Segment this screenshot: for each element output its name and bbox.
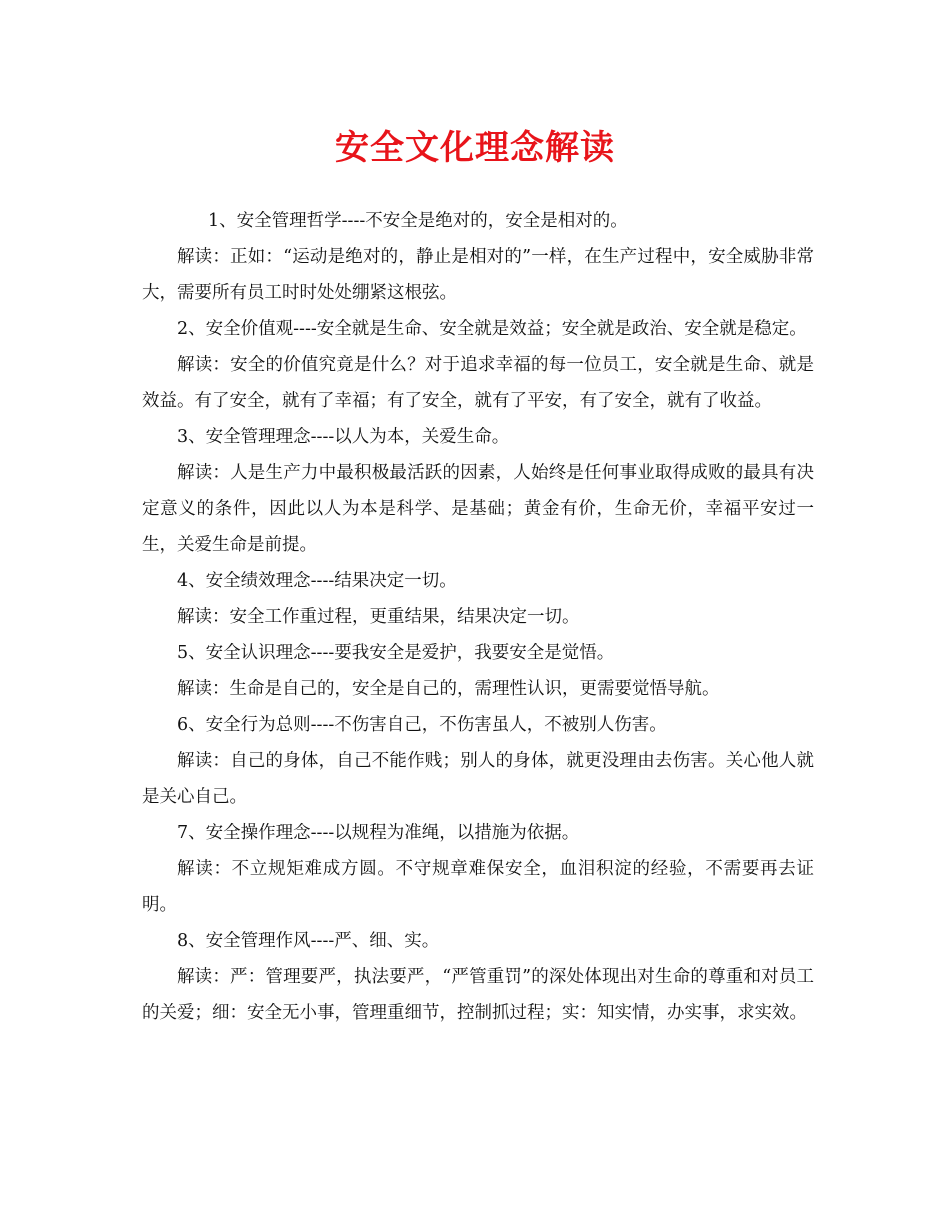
interpretation-paragraph: 解读：严：管理要严，执法要严，“严管重罚”的深处体现出对生命的尊重和对员工的关爱；细：安全无小事，管理重细节，控制抓过程；实：知实情，办实事，求实效。	[142, 967, 814, 1023]
principle-paragraph: 3、安全管理理念----以人为本，关爱生命。	[177, 427, 510, 447]
principle-paragraph: 7、安全操作理念----以规程为准绳，以措施为依据。	[177, 823, 580, 843]
interpretation-paragraph: 解读：人是生产力中最积极最活跃的因素，人始终是任何事业取得成败的最具有决定意义的条件，因此以人为本是科学、是基础；黄金有价，生命无价，幸福平安过一生，关爱生命是前提。	[142, 463, 814, 555]
interpretation-paragraph: 解读：安全工作重过程，更重结果，结果决定一切。	[177, 607, 580, 627]
interpretation-paragraph: 解读：自己的身体，自己不能作贱；别人的身体，就更没理由去伤害。关心他人就是关心自己。	[142, 751, 814, 807]
document-body	[142, 203, 814, 1031]
principle-paragraph: 6、安全行为总则----不伤害自己，不伤害虽人，不被别人伤害。	[177, 715, 667, 735]
interpretation-paragraph: 解读：生命是自己的，安全是自己的，需理性认识，更需要觉悟导航。	[177, 679, 720, 699]
principle-paragraph: 2、安全价值观----安全就是生命、安全就是效益；安全就是政治、安全就是稳定。	[177, 319, 807, 339]
principle-paragraph: 5、安全认识理念----要我安全是爱护，我要安全是觉悟。	[177, 643, 615, 663]
principle-paragraph: 1、安全管理哲学----不安全是绝对的，安全是相对的。	[208, 211, 628, 231]
principle-paragraph: 4、安全绩效理念----结果决定一切。	[177, 571, 457, 591]
interpretation-paragraph: 解读：正如：“运动是绝对的，静止是相对的”一样，在生产过程中，安全威胁非常大，需要所有员工时时处处绷紧这根弦。	[142, 247, 814, 303]
interpretation-paragraph: 解读：不立规矩难成方圆。不守规章难保安全，血泪积淀的经验，不需要再去证明。	[142, 859, 814, 915]
principle-paragraph: 8、安全管理作风----严、细、实。	[177, 931, 440, 951]
interpretation-paragraph: 解读：安全的价值究竟是什么？对于追求幸福的每一位员工，安全就是生命、就是效益。有了安全，就有了幸福；有了安全，就有了平安，有了安全，就有了收益。	[142, 355, 814, 411]
document-title: 安全文化理念解读	[335, 128, 615, 168]
